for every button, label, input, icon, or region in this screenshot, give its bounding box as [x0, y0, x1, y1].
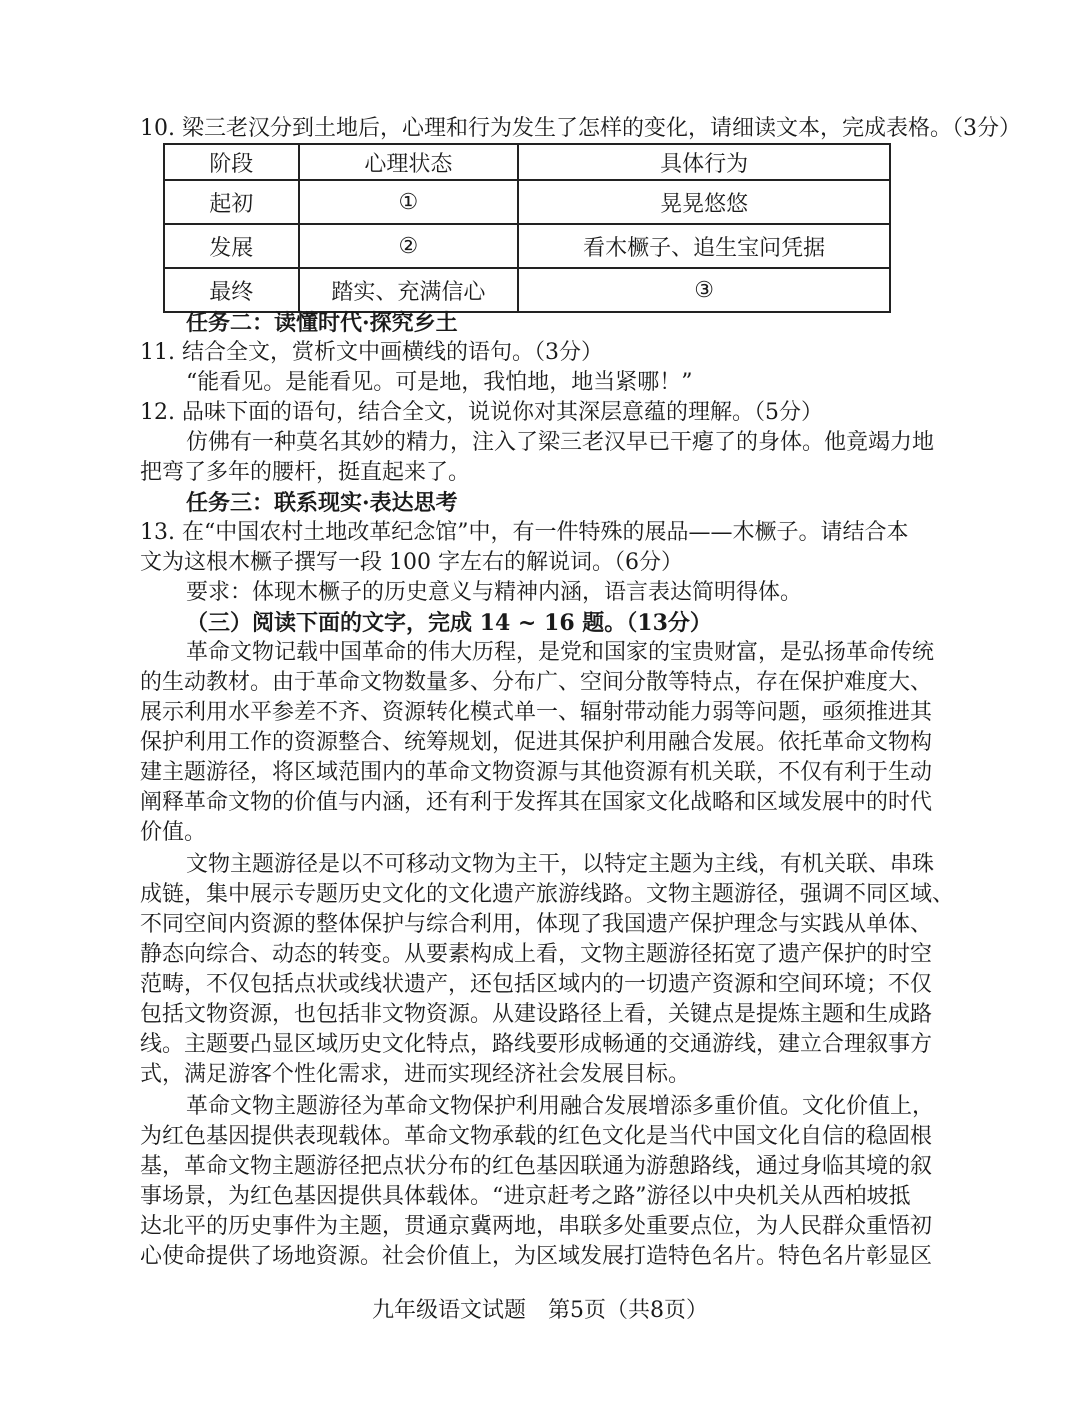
table-cell: ③ — [518, 268, 890, 312]
passage-line: 为红色基因提供表现载体。革命文物承载的红色文化是当代中国文化自信的稳固根 — [140, 1124, 933, 1149]
passage-line: 价值。 — [140, 820, 207, 845]
table-row — [164, 224, 890, 268]
passage-line: 建主题游径，将区域范围内的革命文物资源与其他资源有机关联，不仅有利于生动 — [140, 760, 933, 785]
table-cell: 起初 — [164, 180, 299, 224]
table-header-stage: 阶段 — [164, 144, 299, 180]
question-12-title: 12. 品味下面的语句，结合全文，说说你对其深层意蕴的理解。（5分） — [140, 400, 823, 425]
passage-line: 文物主题游径是以不可移动文物为主干，以特定主题为主线，有机关联、串珠 — [186, 852, 935, 877]
question-12-quote-line1: 仿佛有一种莫名其妙的精力，注入了梁三老汉早已干瘪了的身体。他竟竭力地 — [186, 430, 935, 455]
passage-line: 静态向综合、动态的转变。从要素构成上看，文物主题游径拓宽了遗产保护的时空 — [140, 942, 933, 967]
question-10-title: 10. 梁三老汉分到土地后，心理和行为发生了怎样的变化，请细读文本，完成表格。（3分） — [140, 116, 1021, 141]
table-header-behavior: 具体行为 — [518, 144, 890, 180]
question-13-line2: 文为这根木橛子撰写一段 100 字左右的解说词。（6分） — [140, 550, 683, 575]
passage-line: 革命文物主题游径为革命文物保护利用融合发展增添多重价值。文化价值上， — [186, 1094, 935, 1119]
table-row — [164, 180, 890, 224]
question-11-title: 11. 结合全文，赏析文中画横线的语句。（3分） — [140, 340, 603, 365]
passage-line: 达北平的历史事件为主题，贯通京冀两地，串联多处重要点位，为人民群众重悟初 — [140, 1214, 933, 1239]
table-cell: ② — [299, 224, 519, 268]
passage-line: 保护利用工作的资源整合、统筹规划，促进其保护利用融合发展。依托革命文物构 — [140, 730, 933, 755]
passage-line: 基，革命文物主题游径把点状分布的红色基因联通为游憩路线，通过身临其境的叙 — [140, 1154, 933, 1179]
table-cell: 最终 — [164, 268, 299, 312]
passage-line: 成链，集中展示专题历史文化的文化遗产旅游线路。文物主题游径，强调不同区域、 — [140, 882, 955, 907]
table-cell: 踏实、充满信心 — [299, 268, 519, 312]
question-13-line1: 13. 在“中国农村土地改革纪念馆”中，有一件特殊的展品——木橛子。请结合本 — [140, 520, 909, 545]
table-cell: 发展 — [164, 224, 299, 268]
table-cell: ① — [299, 180, 519, 224]
table-cell: 晃晃悠悠 — [518, 180, 890, 224]
question-10-table — [163, 143, 891, 313]
passage-line: 线。主题要凸显区域历史文化特点，路线要形成畅通的交通游线，建立合理叙事方 — [140, 1032, 933, 1057]
passage-line: 包括文物资源，也包括非文物资源。从建设路径上看，关键点是提炼主题和生成路 — [140, 1002, 933, 1027]
passage-line: 展示利用水平参差不齐、资源转化模式单一、辐射带动能力弱等问题，亟须推进其 — [140, 700, 933, 725]
passage-line: 式，满足游客个性化需求，进而实现经济社会发展目标。 — [140, 1062, 691, 1087]
passage-line: 不同空间内资源的整体保护与综合利用，体现了我国遗产保护理念与实践从单体、 — [140, 912, 933, 937]
section-3-heading: （三）阅读下面的文字，完成 14 ~ 16 题。（13分） — [186, 610, 712, 636]
task-3-heading: 任务三：联系现实·表达思考 — [186, 490, 458, 516]
page-footer: 九年级语文试题 第5页（共8页） — [372, 1298, 708, 1323]
table-header-psychology: 心理状态 — [299, 144, 519, 180]
table-row — [164, 268, 890, 312]
passage-line: 的生动教材。由于革命文物数量多、分布广、空间分散等特点，存在保护难度大、 — [140, 670, 933, 695]
passage-line: 范畴，不仅包括点状或线状遗产，还包括区域内的一切遗产资源和空间环境；不仅 — [140, 972, 933, 997]
question-12-quote-line2: 把弯了多年的腰杆，挺直起来了。 — [140, 460, 471, 485]
question-11-quote: “能看见。是能看见。可是地，我怕地，地当紧哪！” — [186, 370, 693, 395]
table-cell: 看木橛子、追生宝问凭据 — [518, 224, 890, 268]
passage-line: 心使命提供了场地资源。社会价值上，为区域发展打造特色名片。特色名片彰显区 — [140, 1244, 933, 1269]
passage-line: 事场景，为红色基因提供具体载体。“进京赶考之路”游径以中央机关从西柏坡抵 — [140, 1184, 911, 1209]
passage-line: 革命文物记载中国革命的伟大历程，是党和国家的宝贵财富，是弘扬革命传统 — [186, 640, 935, 665]
question-13-requirement: 要求：体现木橛子的历史意义与精神内涵，语言表达简明得体。 — [186, 580, 803, 605]
task-2-heading: 任务二：读懂时代·探究乡土 — [186, 310, 458, 336]
passage-line: 阐释革命文物的价值与内涵，还有利于发挥其在国家文化战略和区域发展中的时代 — [140, 790, 933, 815]
table-header-row — [164, 144, 890, 180]
